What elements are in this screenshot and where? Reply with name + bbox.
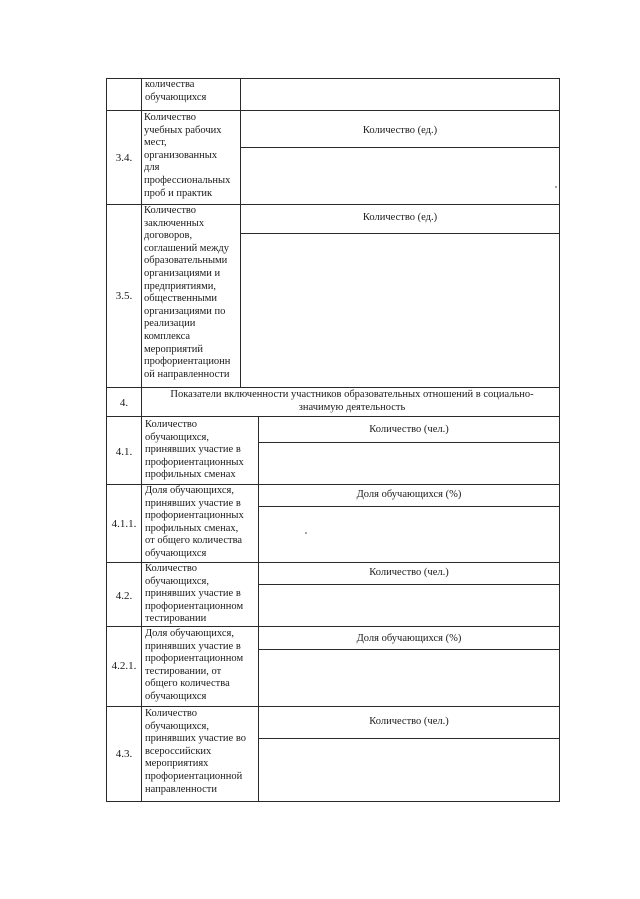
row-number: 4.1.1. [111,518,137,530]
section-title: Показатели включенности участников образовательных отношений в социально- значимую деятельность [170,389,534,413]
row-description: Количество заключенных договоров, соглашений между образовательными организациями и предприятиями, общественными организациями по реализации комплекса мероприятий профориентационн ой направленности [144,205,231,380]
row-divider [106,416,560,417]
row-number: 3.4. [115,152,133,164]
table-value-column-divider [258,417,259,802]
cell-divider [258,506,560,507]
scan-speck [555,186,557,188]
value-header: Количество (ед.) [362,212,438,223]
value-header: Количество (чел.) [369,716,449,727]
scan-speck [305,532,307,534]
value-header: Количество (чел.) [369,567,449,578]
row-divider [106,110,560,111]
cell-divider [240,147,560,148]
row-divider [106,626,560,627]
row-number: 4.2. [115,590,133,602]
cell-divider [258,584,560,585]
table-border-right [559,78,560,802]
row-divider [106,706,560,707]
value-header: Доля обучающихся (%) [356,489,462,500]
section-number: 4. [119,397,129,409]
row-description: Количество учебных рабочих мест, организованных для профессиональных проб и практик [144,112,231,199]
row-description: Количество обучающихся, принявших участие в профориентационных профильных сменах [145,419,244,481]
value-header: Количество (чел.) [369,424,449,435]
row-number: 4.2.1. [111,660,137,672]
row-description: количества обучающихся [145,79,207,103]
cell-divider [258,442,560,443]
row-description: Доля обучающихся, принявших участие в профориентационном тестировании, от общего количества обучающихся [145,628,244,702]
value-header: Количество (ед.) [362,125,438,136]
row-divider [106,387,560,388]
table-border-left [106,78,107,802]
row-number: 3.5. [115,290,133,302]
row-description: Количество обучающихся, принявших участие во всероссийских мероприятиях профориентационной направленности [145,708,246,795]
row-description: Количество обучающихся, принявших участие в профориентационном тестировании [145,563,244,625]
cell-divider [258,738,560,739]
table-number-column-divider [141,78,142,802]
cell-divider [240,233,560,234]
row-number: 4.1. [115,446,133,458]
row-description: Доля обучающихся, принявших участие в профориентационных профильных сменах, от общего количества обучающихся [145,485,244,559]
cell-divider [258,649,560,650]
value-header: Доля обучающихся (%) [356,633,462,644]
table-border-bottom [106,801,560,802]
row-number: 4.3. [115,748,133,760]
